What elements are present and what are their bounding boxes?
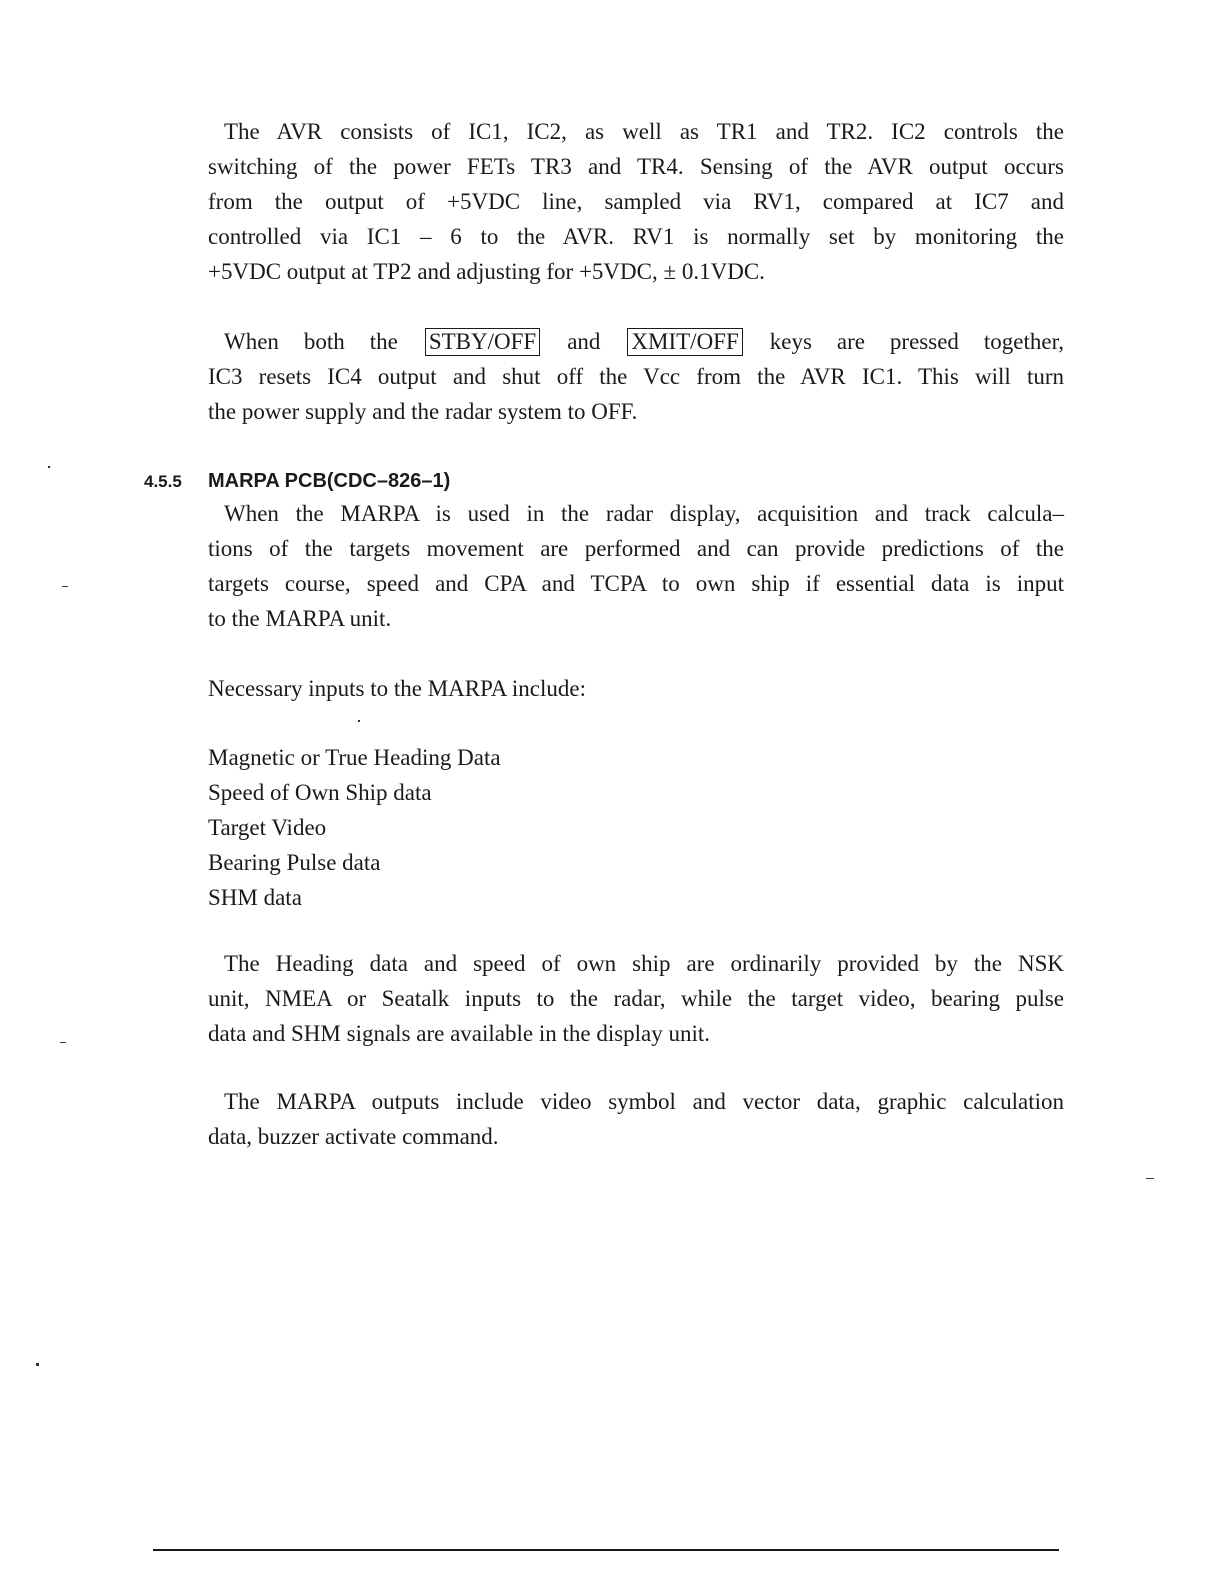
text-line: tions of the targets movement are performed and can provide predictions of the bbox=[208, 536, 1064, 561]
text-line: switching of the power FETs TR3 and TR4. Sensing of the AVR output occurs bbox=[208, 154, 1064, 179]
text-line bbox=[208, 324, 1064, 359]
text-line: The Heading data and speed of own ship are ordinarily provided by the NSK bbox=[224, 951, 1064, 976]
scan-speck bbox=[62, 586, 68, 587]
text-line: +5VDC output at TP2 and adjusting for +5VDC, ± 0.1VDC. bbox=[208, 259, 765, 284]
xmit-off-key-label: XMIT/OFF bbox=[627, 328, 742, 356]
text-line: The AVR consists of IC1, IC2, as well as TR1 and TR2. IC2 controls the bbox=[224, 119, 1064, 144]
text-line: When the MARPA is used in the radar display, acquisition and track calcula– bbox=[224, 501, 1064, 526]
list-item: SHM data bbox=[208, 885, 302, 910]
scan-speck bbox=[358, 720, 360, 722]
text-line: IC3 resets IC4 output and shut off the Vcc from the AVR IC1. This will turn bbox=[208, 364, 1064, 389]
text-fragment: When both the bbox=[224, 329, 398, 354]
stby-off-key-label: STBY/OFF bbox=[425, 328, 540, 356]
section-heading bbox=[144, 468, 450, 495]
avr-paragraph bbox=[208, 114, 1064, 289]
heading-data-paragraph bbox=[208, 946, 1064, 1051]
footer-rule bbox=[153, 1549, 1059, 1551]
list-item: Target Video bbox=[208, 815, 327, 840]
text-fragment: and bbox=[567, 329, 601, 354]
marpa-outputs-paragraph bbox=[208, 1084, 1064, 1154]
text-line: data and SHM signals are available in the display unit. bbox=[208, 1021, 711, 1046]
section-title: MARPA PCB(CDC–826–1) bbox=[208, 470, 451, 492]
power-off-paragraph bbox=[208, 324, 1064, 429]
scan-speck bbox=[36, 1363, 39, 1366]
list-item: Speed of Own Ship data bbox=[208, 780, 432, 805]
text-line: from the output of +5VDC line, sampled via RV1, compared at IC7 and bbox=[208, 189, 1064, 214]
inputs-list bbox=[208, 740, 501, 915]
text-line: targets course, speed and CPA and TCPA to own ship if essential data is input bbox=[208, 571, 1064, 596]
text-line: The MARPA outputs include video symbol and vector data, graphic calculation bbox=[224, 1089, 1064, 1114]
inputs-intro bbox=[208, 671, 1064, 706]
text-line: unit, NMEA or Seatalk inputs to the radar, while the target video, bearing pulse bbox=[208, 986, 1064, 1011]
text-line: Necessary inputs to the MARPA include: bbox=[208, 676, 586, 701]
text-line: data, buzzer activate command. bbox=[208, 1124, 499, 1149]
list-item: Bearing Pulse data bbox=[208, 850, 381, 875]
scan-speck bbox=[1146, 1178, 1154, 1179]
section-number: 4.5.5 bbox=[144, 472, 182, 491]
text-line: controlled via IC1 – 6 to the AVR. RV1 is normally set by monitoring the bbox=[208, 224, 1064, 249]
text-line: to the MARPA unit. bbox=[208, 606, 392, 631]
text-line: the power supply and the radar system to OFF. bbox=[208, 399, 638, 424]
marpa-intro-paragraph bbox=[208, 496, 1064, 636]
list-item: Magnetic or True Heading Data bbox=[208, 745, 501, 770]
text-fragment: keys are pressed together, bbox=[769, 329, 1065, 354]
scan-speck bbox=[48, 466, 50, 468]
scan-speck bbox=[60, 1042, 66, 1043]
